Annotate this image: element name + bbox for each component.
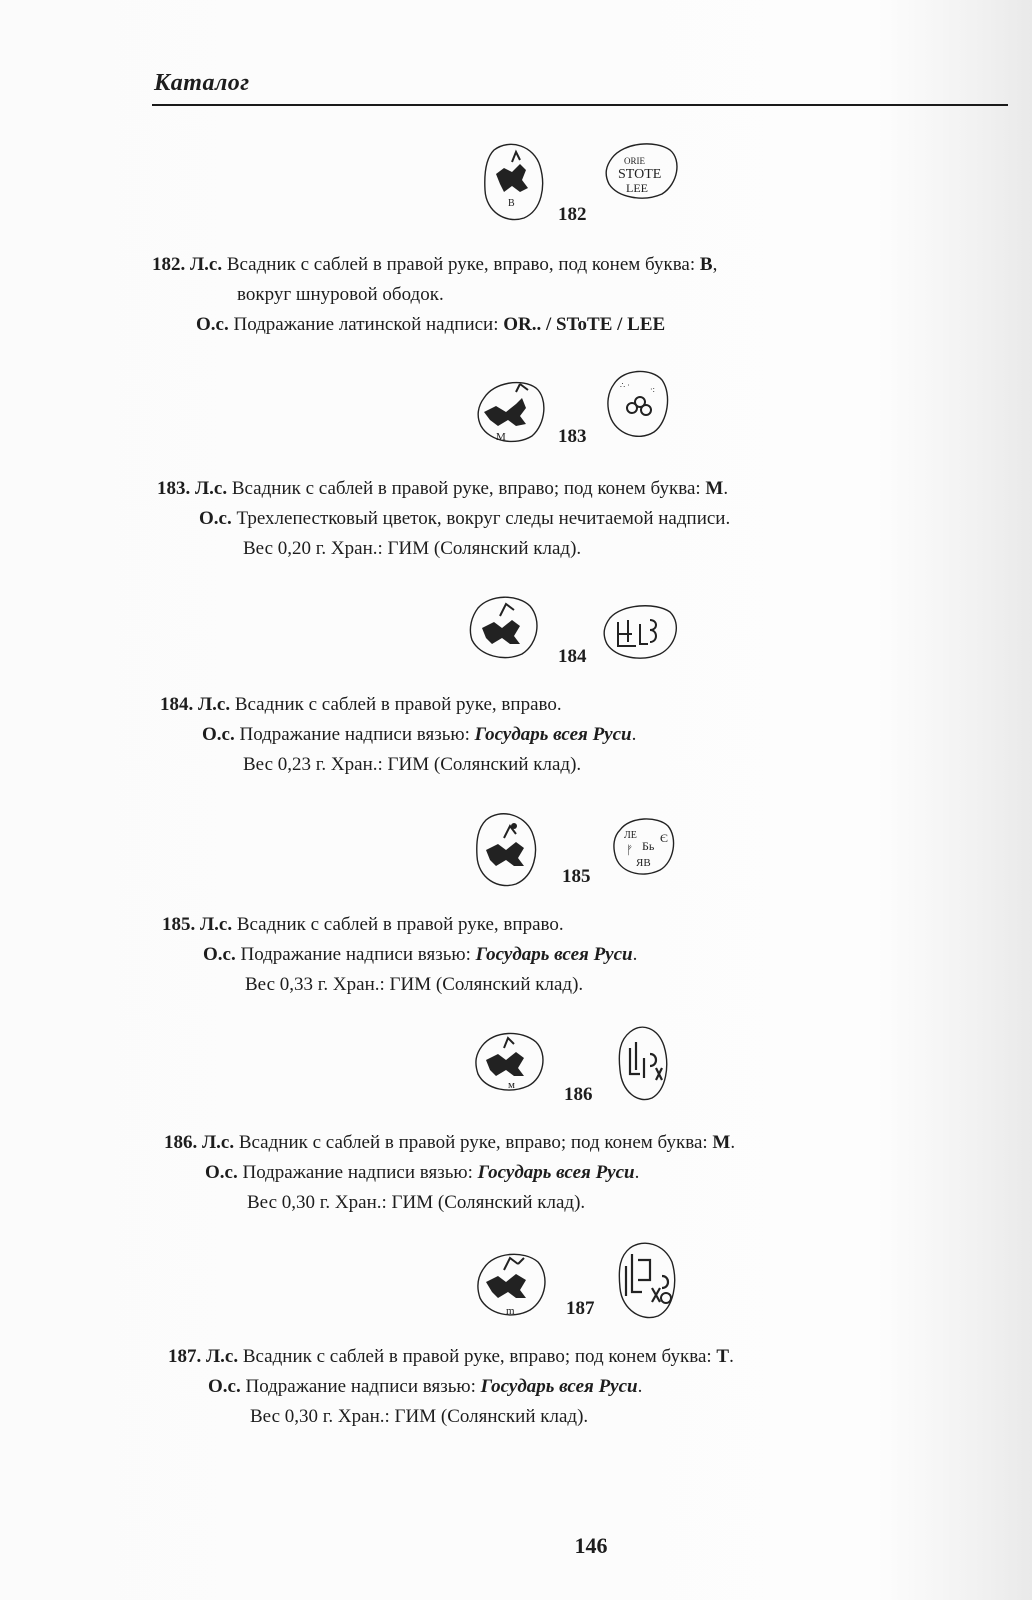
- entry-text: Всадник с саблей в правой руке, вправо, под конем буква:: [226, 254, 700, 275]
- header-title: Каталог: [154, 70, 250, 96]
- entry-label: 186. Л.с.: [164, 1132, 235, 1153]
- entry-description: 187. Л.с. Всадник с саблей в правой руке, вправо; под конем буква: Т. О.с. Подражание надписи вязью: Государь всея Руси. Вес 0,30 г. Хран.: ГИМ (Солянский клад).: [168, 1346, 734, 1427]
- svg-text:ЯВ: ЯВ: [636, 857, 651, 869]
- inscription-text: Государь всея Руси: [477, 1162, 635, 1183]
- coin-figure: [0, 368, 1032, 478]
- catalog-entry-182: [0, 140, 1032, 340]
- entry-label: О.с.: [202, 724, 235, 745]
- coin-figure: [0, 140, 1032, 250]
- svg-text:ORIE: ORIE: [624, 156, 645, 166]
- coin-figure: [0, 594, 1032, 704]
- obverse-coin-icon: [476, 1250, 548, 1320]
- inscription-text: OR.. / SToTE / LEE: [503, 314, 666, 335]
- entry-letter: В: [699, 254, 713, 275]
- entry-text: Подражание латинской надписи:: [233, 314, 504, 335]
- catalog-entry-185: [0, 808, 1032, 1000]
- reverse-coin-icon: [606, 368, 670, 440]
- obverse-coin-icon: [468, 594, 542, 660]
- entry-label: О.с.: [205, 1162, 238, 1183]
- svg-text:Є: Є: [660, 831, 668, 845]
- svg-text:М: М: [496, 431, 506, 443]
- obverse-coin-icon: [474, 1030, 546, 1094]
- entry-description: 185. Л.с. Всадник с саблей в правой руке, вправо. О.с. Подражание надписи вязью: Государь всея Руси. Вес 0,33 г. Хран.: ГИМ (Солянский клад).: [162, 914, 638, 995]
- figure-number: 184: [558, 646, 587, 667]
- entry-label: 182. Л.с.: [152, 254, 223, 275]
- entry-text: Всадник с саблей в правой руке, вправо.: [234, 694, 562, 715]
- entry-letter: М: [705, 478, 724, 499]
- figure-number: 182: [558, 204, 587, 225]
- running-header: [152, 68, 1008, 106]
- inscription-text: Государь всея Руси: [480, 1376, 638, 1397]
- obverse-coin-icon: [482, 140, 548, 222]
- svg-text:м: м: [508, 1079, 515, 1091]
- entry-text: Трехлепестковый цветок, вокруг следы нечитаемой надписи.: [236, 508, 731, 529]
- coin-figure: [0, 808, 1032, 918]
- entry-weight: Вес 0,23 г. Хран.: ГИМ (Солянский клад).: [243, 754, 582, 775]
- obverse-coin-icon: [474, 810, 540, 888]
- figure-number: 187: [566, 1298, 595, 1319]
- obverse-coin-icon: [476, 378, 548, 446]
- inscription-text: Государь всея Руси: [474, 724, 632, 745]
- svg-text:·:: ·:: [650, 385, 655, 394]
- figure-number: 186: [564, 1084, 593, 1105]
- svg-text:m: m: [506, 1305, 515, 1317]
- entry-letter: Т: [716, 1346, 730, 1367]
- catalog-entry-183: [0, 368, 1032, 564]
- entry-text: Подражание надписи вязью:: [242, 1162, 478, 1183]
- reverse-coin-icon: [612, 816, 676, 878]
- reverse-coin-icon: [604, 140, 680, 202]
- entry-weight: Вес 0,33 г. Хран.: ГИМ (Солянский клад).: [245, 974, 584, 995]
- entry-text: вокруг шнуровой ободок.: [237, 284, 444, 305]
- svg-text:Бь: Бь: [642, 839, 655, 853]
- entry-label: О.с.: [196, 314, 229, 335]
- page-number: 146: [574, 1533, 608, 1558]
- reverse-coin-icon: [616, 1024, 670, 1102]
- figure-number: 185: [562, 866, 591, 887]
- entry-text: Всадник с саблей в правой руке, вправо.: [236, 914, 564, 935]
- figure-number: 183: [558, 426, 587, 447]
- entry-text: Подражание надписи вязью:: [245, 1376, 481, 1397]
- entry-text: Всадник с саблей в правой руке, вправо; под конем буква:: [242, 1346, 717, 1367]
- entry-description: 184. Л.с. Всадник с саблей в правой руке, вправо. О.с. Подражание надписи вязью: Государь всея Руси. Вес 0,23 г. Хран.: ГИМ (Солянский клад).: [160, 694, 637, 775]
- entry-description: 186. Л.с. Всадник с саблей в правой руке, вправо; под конем буква: М. О.с. Подражание надписи вязью: Государь всея Руси. Вес 0,30 г. Хран.: ГИМ (Солянский клад).: [164, 1132, 736, 1213]
- inscription-text: Государь всея Руси: [475, 944, 633, 965]
- entry-weight: Вес 0,20 г. Хран.: ГИМ (Солянский клад).: [243, 538, 582, 559]
- catalog-entry-184: [0, 594, 1032, 780]
- entry-description: 183. Л.с. Всадник с саблей в правой руке, вправо; под конем буква: М. О.с. Трехлепестковый цветок, вокруг следы нечитаемой надписи. Вес 0,20 г. Хран.: ГИМ (Солянский клад).: [157, 478, 731, 559]
- svg-text:STOTE: STOTE: [618, 167, 662, 182]
- entry-text: Всадник с саблей в правой руке, вправо; под конем буква:: [231, 478, 706, 499]
- entry-label: 187. Л.с.: [168, 1346, 239, 1367]
- catalog-entry-187: [0, 1240, 1032, 1432]
- entry-weight: Вес 0,30 г. Хран.: ГИМ (Солянский клад).: [250, 1406, 589, 1427]
- entry-label: О.с.: [203, 944, 236, 965]
- reverse-coin-icon: [602, 602, 680, 660]
- svg-text:В: В: [508, 198, 515, 209]
- catalog-entry-186: [0, 1024, 1032, 1218]
- coin-figure: [0, 1240, 1032, 1350]
- entry-text: Всадник с саблей в правой руке, вправо; под конем буква:: [238, 1132, 713, 1153]
- entry-label: 184. Л.с.: [160, 694, 231, 715]
- svg-text:∴ ·: ∴ ·: [620, 381, 630, 390]
- svg-text:ЛЕ: ЛЕ: [624, 830, 637, 841]
- reverse-coin-icon: [616, 1240, 678, 1320]
- coin-figure: [0, 1024, 1032, 1134]
- entry-label: 183. Л.с.: [157, 478, 228, 499]
- entry-text: Подражание надписи вязью:: [240, 944, 476, 965]
- svg-text:LEE: LEE: [626, 181, 648, 195]
- entry-text: Подражание надписи вязью:: [239, 724, 475, 745]
- entry-letter: М: [712, 1132, 731, 1153]
- entry-label: О.с.: [199, 508, 232, 529]
- entry-weight: Вес 0,30 г. Хран.: ГИМ (Солянский клад).: [247, 1192, 586, 1213]
- entry-label: 185. Л.с.: [162, 914, 233, 935]
- entry-description: 182. Л.с. Всадник с саблей в правой руке, вправо, под конем буква: В, вокруг шнуровой ободок. О.с. Подражание латинской надписи: OR.. / SToTE / LEE: [152, 254, 718, 335]
- svg-text:ᚠ: ᚠ: [626, 843, 634, 857]
- entry-label: О.с.: [208, 1376, 241, 1397]
